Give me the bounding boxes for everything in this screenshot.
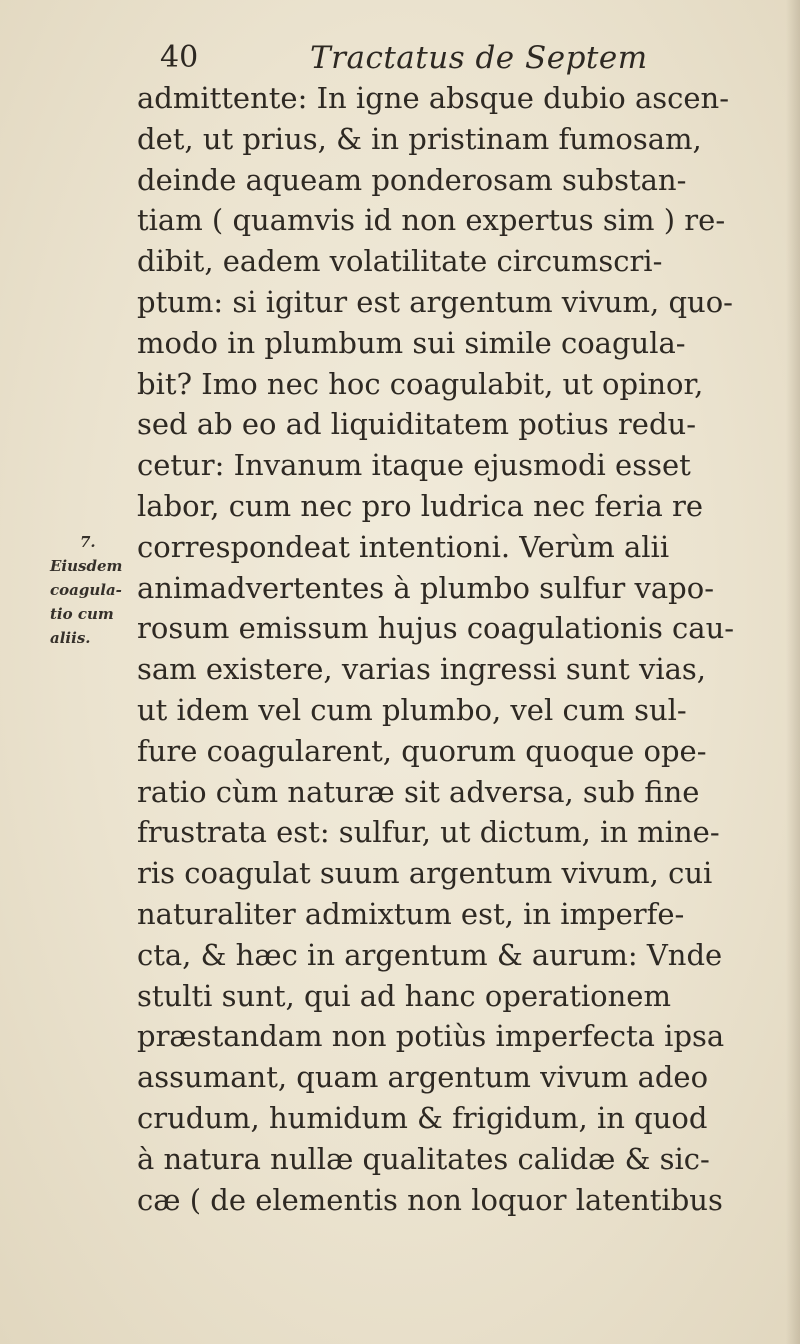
text-line: dibit, eadem volatilitate circumscri- <box>137 244 663 279</box>
text-line: rosum emissum hujus coagulationis cau- <box>137 611 735 646</box>
marginal-note-line: coagula- <box>50 581 122 599</box>
page-number: 40 <box>160 40 199 75</box>
body-text <box>137 78 777 1220</box>
running-title: Tractatus de Septem <box>310 40 648 76</box>
marginal-note-number: 7. <box>80 533 96 551</box>
text-line: crudum, humidum & frigidum, in quod <box>137 1100 708 1135</box>
text-line: assumant, quam argentum vivum adeo <box>137 1060 709 1095</box>
text-line: labor, cum nec pro ludrica nec feria re <box>137 488 704 523</box>
text-line: animadvertentes à plumbo sulfur vapo- <box>137 570 714 605</box>
text-line: tiam ( quamvis id non expertus sim ) re- <box>137 203 726 238</box>
text-line: correspondeat intentioni. Verùm alii <box>137 529 670 564</box>
marginal-note-line: aliis. <box>50 629 91 647</box>
text-line: cta, & hæc in argentum & aurum: Vnde <box>137 937 723 972</box>
text-line: sed ab eo ad liquiditatem potius redu- <box>137 407 696 442</box>
text-line: deinde aqueam ponderosam substan- <box>137 162 687 197</box>
text-line: cæ ( de elementis non loquor latentibus <box>137 1182 723 1217</box>
text-line: ptum: si igitur est argentum vivum, quo- <box>137 284 733 319</box>
page-edge-shadow <box>786 0 800 1344</box>
text-line: fure coagularent, quorum quoque ope- <box>137 733 707 768</box>
marginal-note <box>50 530 140 650</box>
text-line: admittente: In igne absque dubio ascen- <box>137 81 729 115</box>
text-line: frustrata est: sulfur, ut dictum, in mine- <box>137 815 720 850</box>
marginal-note-line: Eiusdem <box>50 557 123 575</box>
text-line: sam existere, varias ingressi sunt vias, <box>137 652 706 687</box>
text-line: ut idem vel cum plumbo, vel cum sul- <box>137 692 687 727</box>
text-line: naturaliter admixtum est, in imperfe- <box>137 896 685 931</box>
text-line: modo in plumbum sui simile coagula- <box>137 325 686 360</box>
running-head <box>160 40 760 80</box>
text-line: det, ut prius, & in pristinam fumosam, <box>137 121 702 156</box>
text-line: ratio cùm naturæ sit adversa, sub fine <box>137 774 700 809</box>
text-line: stulti sunt, qui ad hanc operationem <box>137 978 671 1013</box>
text-line: à natura nullæ qualitates calidæ & sic- <box>137 1141 710 1176</box>
text-line: præstandam non potiùs imperfecta ipsa <box>137 1019 725 1054</box>
text-line: bit? Imo nec hoc coagulabit, ut opinor, <box>137 366 704 401</box>
text-line: cetur: Invanum itaque ejusmodi esset <box>137 448 691 483</box>
marginal-note-line: tio cum <box>50 605 114 623</box>
text-line: ris coagulat suum argentum vivum, cui <box>137 856 713 891</box>
